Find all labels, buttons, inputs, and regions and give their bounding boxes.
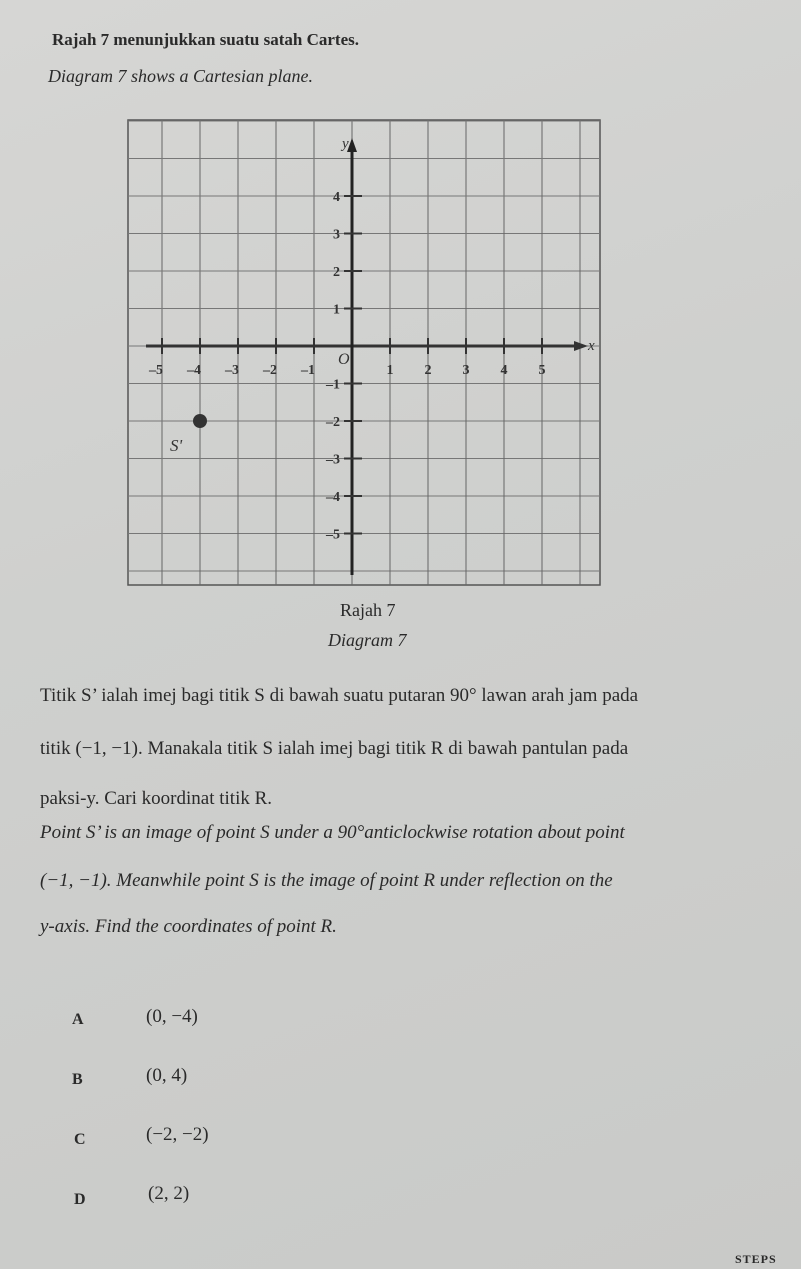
y-tick-label: –4 (326, 490, 340, 505)
x-tick-label: 5 (538, 363, 546, 378)
x-tick-label: –4 (187, 363, 201, 378)
y-tick-label: 2 (333, 265, 340, 280)
question-malay-line-1: Titik S’ ialah imej bagi titik S di bawah suatu putaran 90° lawan arah jam pada (40, 685, 639, 706)
x-tick-label: 4 (500, 363, 508, 378)
header-malay: Rajah 7 menunjukkan suatu satah Cartes. (52, 30, 360, 49)
x-tick-label: –5 (149, 363, 163, 378)
y-tick-label: –3 (326, 452, 340, 468)
y-tick-label: –1 (326, 377, 340, 393)
x-tick-label: –3 (225, 363, 239, 378)
header-english: Diagram 7 shows a Cartesian plane. (48, 66, 314, 86)
x-tick-label: 1 (386, 363, 394, 378)
x-tick-label: –1 (301, 363, 315, 378)
option-letter: B (72, 1071, 83, 1088)
option-value: (2, 2) (148, 1183, 190, 1204)
y-tick-label: 3 (333, 227, 340, 243)
point-s-prime (193, 414, 207, 428)
grid-border (128, 120, 600, 585)
y-tick-label: 4 (333, 190, 340, 205)
y-tick-label: 1 (333, 302, 340, 318)
origin-label: O (338, 351, 350, 368)
point-s-prime-label: S' (170, 436, 183, 455)
steps-label: STEPS (735, 1252, 777, 1266)
y-tick-label: –2 (326, 415, 340, 430)
x-tick-label: 3 (462, 363, 470, 378)
x-tick-label: –2 (263, 363, 277, 378)
x-tick-label: 2 (424, 363, 432, 378)
option-value: (0, 4) (146, 1065, 188, 1086)
cartesian-plane (0, 0, 801, 600)
option-letter: D (74, 1191, 86, 1208)
option-value: (−2, −2) (146, 1124, 209, 1145)
option-value: (0, −4) (146, 1006, 198, 1027)
option-letter: A (72, 1011, 84, 1028)
caption-malay: Rajah 7 (340, 600, 396, 620)
question-english-line-1: Point S’ is an image of point S under a 90°anticlockwise rotation about point (40, 822, 625, 843)
question-english-line-2: (−1, −1). Meanwhile point S is the image of point R under reflection on the (40, 870, 613, 891)
caption-english: Diagram 7 (328, 630, 407, 650)
question-english-line-3: y-axis. Find the coordinates of point R. (40, 916, 337, 937)
x-axis-arrow-icon (574, 341, 588, 351)
option-letter: C (74, 1131, 86, 1148)
question-malay-line-3: paksi-y. Cari koordinat titik R. (40, 788, 273, 809)
x-axis-label: x (588, 338, 595, 354)
y-axis-label: y (342, 136, 349, 152)
y-tick-label: –5 (326, 527, 340, 543)
question-malay-line-2: titik (−1, −1). Manakala titik S ialah imej bagi titik R di bawah pantulan pada (40, 738, 629, 759)
